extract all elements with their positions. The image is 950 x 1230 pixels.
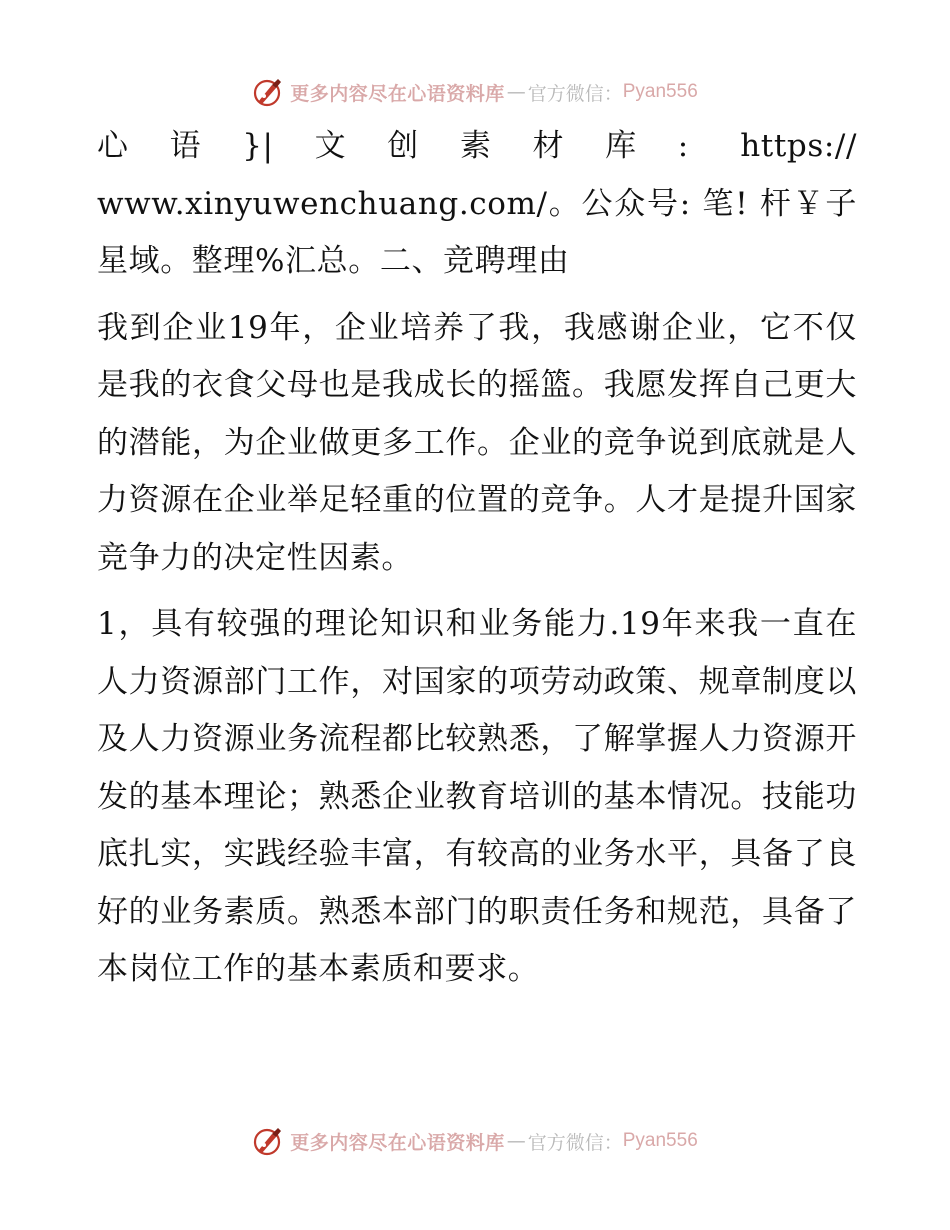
banner-wechat-id: Pyan556 — [622, 1130, 698, 1151]
ink-pen-logo-icon — [252, 1125, 284, 1157]
banner-wechat-label: 官方微信： — [527, 82, 623, 105]
paragraph-ability: 1，具有较强的理论知识和业务能力.19年来我一直在人力资源部门工作，对国家的项劳动政策、规章制度以及人力资源业务流程都比较熟悉，了解掌握人力资源开发的基本理论；熟悉企业教育培训的基本情况。技能功底扎实，实践经验丰富，有较高的业务水平，具备了良好的业务素质。熟悉本部门的职责任务和规范，具备了本岗位工作的基本素质和要求。 — [97, 606, 857, 987]
banner-dash: — — [506, 81, 526, 103]
ink-pen-logo-icon — [252, 76, 284, 108]
paragraph-intro: 心语}|文创素材库: https:// www.xinyuwenchuang.com/。公众号: 笔! 杆￥子星域。整理%汇总。二、竞聘理由 — [97, 128, 857, 279]
document-body — [97, 118, 857, 999]
banner-wechat-id: Pyan556 — [622, 81, 698, 102]
banner-slogan: 更多内容尽在心语资料库 — [290, 1131, 505, 1154]
paragraph-reason: 我到企业19年，企业培养了我，我感谢企业，它不仅是我的衣食父母也是我成长的摇篮。我愿发挥自己更大的潜能，为企业做更多工作。企业的竞争说到底就是人力资源在企业举足轻重的位置的竞争。人才是提升国家竞争力的决定性因素。 — [97, 309, 857, 576]
banner-slogan: 更多内容尽在心语资料库 — [290, 82, 505, 105]
banner-dash: — — [506, 1130, 526, 1152]
header-banner — [0, 72, 950, 112]
footer-banner — [0, 1121, 950, 1161]
banner-wechat-label: 官方微信： — [527, 1131, 623, 1154]
